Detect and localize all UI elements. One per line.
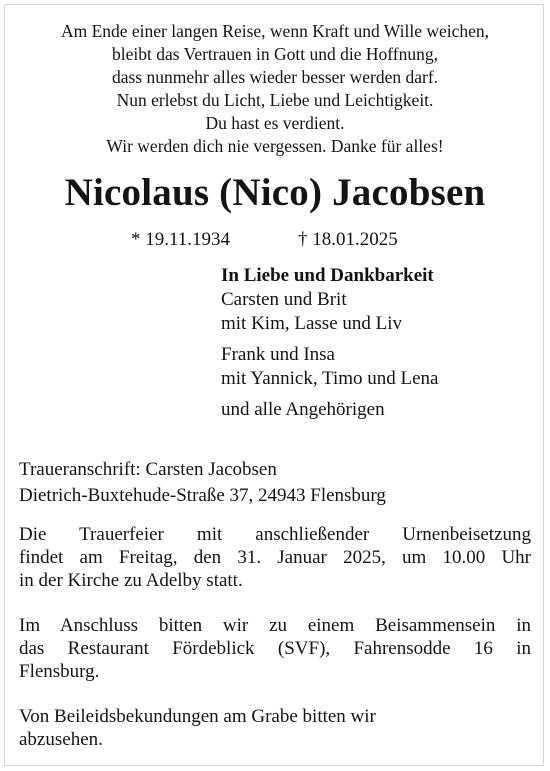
address-line: Dietrich-Buxtehude-Straße 37, 24943 Flensburg — [19, 485, 386, 506]
mourner-line: mit Yannick, Timo und Lena — [221, 368, 439, 389]
mourner-line: Carsten und Brit — [221, 289, 347, 310]
poem-line: Nun erlebst du Licht, Liebe und Leichtigkeit. — [116, 90, 434, 110]
paragraph-line: findet am Freitag, den 31. Januar 2025, um 10.00 Uhr — [19, 547, 531, 568]
poem-line: Wir werden dich nie vergessen. Danke für alles! — [106, 136, 444, 156]
paragraph-line: das Restaurant Fördeblick (SVF), Fahrensodde 16 in — [19, 638, 531, 659]
poem — [0, 20, 550, 158]
poem-line: dass nunmehr alles wieder besser werden darf. — [111, 67, 439, 87]
paragraph-line: Von Beileidsbekundungen am Grabe bitten wir — [19, 706, 376, 727]
poem-line: Du hast es verdient. — [205, 113, 345, 133]
condolences-paragraph — [19, 705, 531, 751]
mourner-line: mit Kim, Lasse und Liv — [221, 313, 403, 334]
funeral-info-paragraph — [19, 523, 531, 592]
paragraph-line: Im Anschluss bitten wir zu einem Beisammensein in — [19, 615, 531, 636]
mourner-line: und alle Angehörigen — [221, 399, 385, 420]
paragraph-line: Die Trauerfeier mit anschließender Urnenbeisetzung — [19, 524, 531, 545]
mourning-address — [19, 457, 386, 509]
reception-paragraph — [19, 614, 531, 683]
birth-date: * 19.11.1934 — [131, 229, 231, 250]
poem-line: Am Ende einer langen Reise, wenn Kraft und Wille weichen, — [60, 21, 490, 41]
death-date: † 18.01.2025 — [298, 229, 398, 250]
mourners-heading: In Liebe und Dankbarkeit — [221, 265, 434, 286]
paragraph-line: in der Kirche zu Adelby statt. — [19, 570, 243, 591]
poem-line: bleibt das Vertrauen in Gott und die Hoffnung, — [112, 44, 438, 64]
address-line: Traueranschrift: Carsten Jacobsen — [19, 459, 277, 480]
paragraph-line: abzusehen. — [19, 729, 103, 750]
deceased-name: Nicolaus (Nico) Jacobsen — [64, 171, 486, 214]
paragraph-line: Flensburg. — [19, 661, 100, 682]
mourners-block — [221, 264, 438, 422]
mourner-line: Frank und Insa — [221, 344, 335, 365]
